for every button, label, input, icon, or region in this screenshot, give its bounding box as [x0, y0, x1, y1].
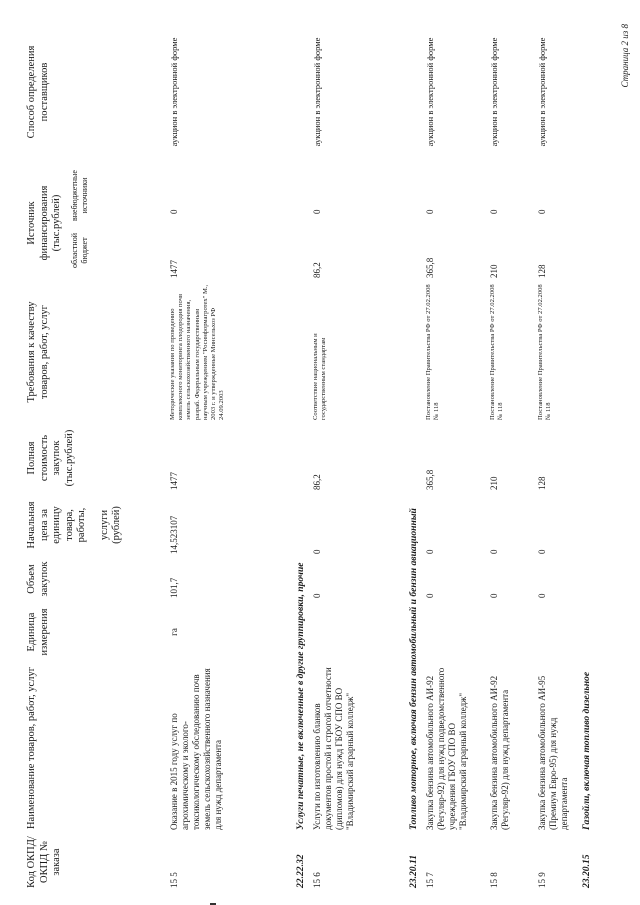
item-price: 0	[312, 549, 322, 554]
item-volume: 0	[537, 593, 547, 598]
item-method: аукцион в электронной форме	[169, 37, 179, 147]
row-number: 15 6	[312, 872, 322, 888]
item-unit	[532, 601, 580, 663]
item-price: 0	[489, 549, 499, 554]
item-unit: га	[169, 628, 179, 636]
item-unit	[307, 601, 407, 663]
item-volume: 0	[312, 593, 322, 598]
item-requirements: Соответствие национальным и государственным стандартам	[312, 333, 328, 420]
header-code: Код ОКПД/ ОКПД № заказа	[26, 836, 62, 888]
item-requirements: Постановление Правительства РФ от 27.02.2008 № 118	[489, 284, 505, 420]
item-price: 0	[425, 549, 435, 554]
group-title: Топливо моторное, включая бензин автомобильный и бензин авиационный	[408, 508, 419, 830]
item-volume: 0	[489, 593, 499, 598]
item-method: аукцион в электронной форме	[537, 37, 547, 147]
item-name: Оказание в 2015 году услуг по агрохимическому и эколого-токсикологическому обследованию почв земель сельскохозяйственного назначения для нужд департамента	[169, 668, 223, 830]
header-source: Источник финансирования (тыс.рублей) областной бюджет внебюджетные источники	[22, 165, 164, 281]
row-number: 15 5	[169, 872, 179, 888]
row-number: 15 8	[489, 872, 499, 888]
item-price: 0	[537, 549, 547, 554]
page-number: Страница 2 из 8	[620, 24, 630, 88]
header-name: Наименование товаров, работ, услуг	[26, 666, 37, 830]
header-price: Начальная цена за единицу товара, работы, услуги (рублей)	[26, 501, 122, 549]
group-title: Газойли, включая топливо дизельное	[581, 671, 592, 830]
item-total: 1477	[169, 472, 179, 490]
group-code: 23.20.15	[581, 854, 592, 888]
item-method: аукцион в электронной форме	[425, 37, 435, 147]
item-source-extra: 0	[537, 209, 547, 214]
group-row	[294, 19, 307, 891]
item-source-extra: 0	[169, 209, 179, 214]
group-code: 22.22.32	[295, 854, 306, 888]
item-source-regional: 365,8	[425, 257, 435, 278]
item-name: Закупка бензина автомобильного АИ-95 (Премиум Евро-95) для нужд департамента	[537, 675, 569, 830]
item-total: 210	[489, 476, 499, 490]
item-source-extra: 0	[425, 209, 435, 214]
item-requirements: Постановление Правительства РФ от 27.02.2008 № 118	[425, 284, 441, 420]
item-source-extra: 0	[312, 209, 322, 214]
item-method: аукцион в электронной форме	[312, 37, 322, 147]
item-source-regional: 1477	[169, 260, 179, 278]
procurement-plan-table	[22, 19, 593, 891]
item-requirements: Постановление Правительства РФ от 27.02.2008 № 118	[537, 284, 553, 420]
table-row	[420, 19, 484, 891]
item-source-regional: 210	[489, 264, 499, 278]
table-row	[484, 19, 532, 891]
item-total: 365,8	[425, 469, 435, 490]
table-row	[164, 19, 294, 891]
group-row	[580, 19, 593, 891]
item-requirements: Методические указания по проведению комплексного мониторинга плодородия почв земель сельскохозяйственного назначения, разраб. Федеральным государственным научным учреждением "Росинформагротех" М., 2003 г. и утвержденные Минсельхоз РФ 24.09.2003	[169, 284, 226, 420]
row-number: 15 9	[537, 872, 547, 888]
item-unit	[420, 601, 484, 663]
table-row	[307, 19, 407, 891]
group-title: Услуги печатные, не включенные в другие группировки, прочие	[295, 562, 306, 830]
header-method: Способ определения поставщиков	[26, 45, 50, 139]
header-requirements: Требования к качеству товаров, работ, услуг	[26, 301, 50, 403]
table-row	[532, 19, 580, 891]
header-source-extra: внебюджетные источники	[69, 170, 89, 222]
table-header-row	[22, 19, 164, 891]
header-unit: Единица измерения	[26, 608, 50, 656]
item-method: аукцион в электронной форме	[489, 37, 499, 147]
header-volume: Объем закупок	[26, 561, 50, 597]
item-volume: 101,7	[169, 577, 179, 598]
item-unit	[484, 601, 532, 663]
item-name: Закупка бензина автомобильного АИ-92 (Регуляр-92) для нужд департамента	[489, 675, 510, 830]
header-source-regional: областной бюджет	[69, 233, 89, 269]
item-volume: 0	[425, 593, 435, 598]
group-row	[407, 19, 420, 891]
item-name: Закупка бензина автомобильного АИ-92 (Регуляр-92) для нужд подведомственного учреждения ГБОУ СПО ВО "Владимирский аграрный колледж"	[425, 667, 468, 830]
item-name: Услуги по изготовлению бланков документов простой и строгой отчетности (дипломов) для нужд ГБОУ СПО ВО "Владимирский аграрный колледж"	[312, 667, 355, 830]
item-price: 14,523107	[169, 515, 179, 554]
group-code: 23.20.11	[408, 854, 419, 888]
item-total: 128	[537, 476, 547, 490]
item-source-regional: 128	[537, 264, 547, 278]
item-source-regional: 86,2	[312, 262, 322, 278]
item-source-extra: 0	[489, 209, 499, 214]
row-number: 15 7	[425, 872, 435, 888]
item-total: 86,2	[312, 474, 322, 490]
header-total: Полная стоимость закупок (тыс.рублей)	[26, 429, 75, 487]
